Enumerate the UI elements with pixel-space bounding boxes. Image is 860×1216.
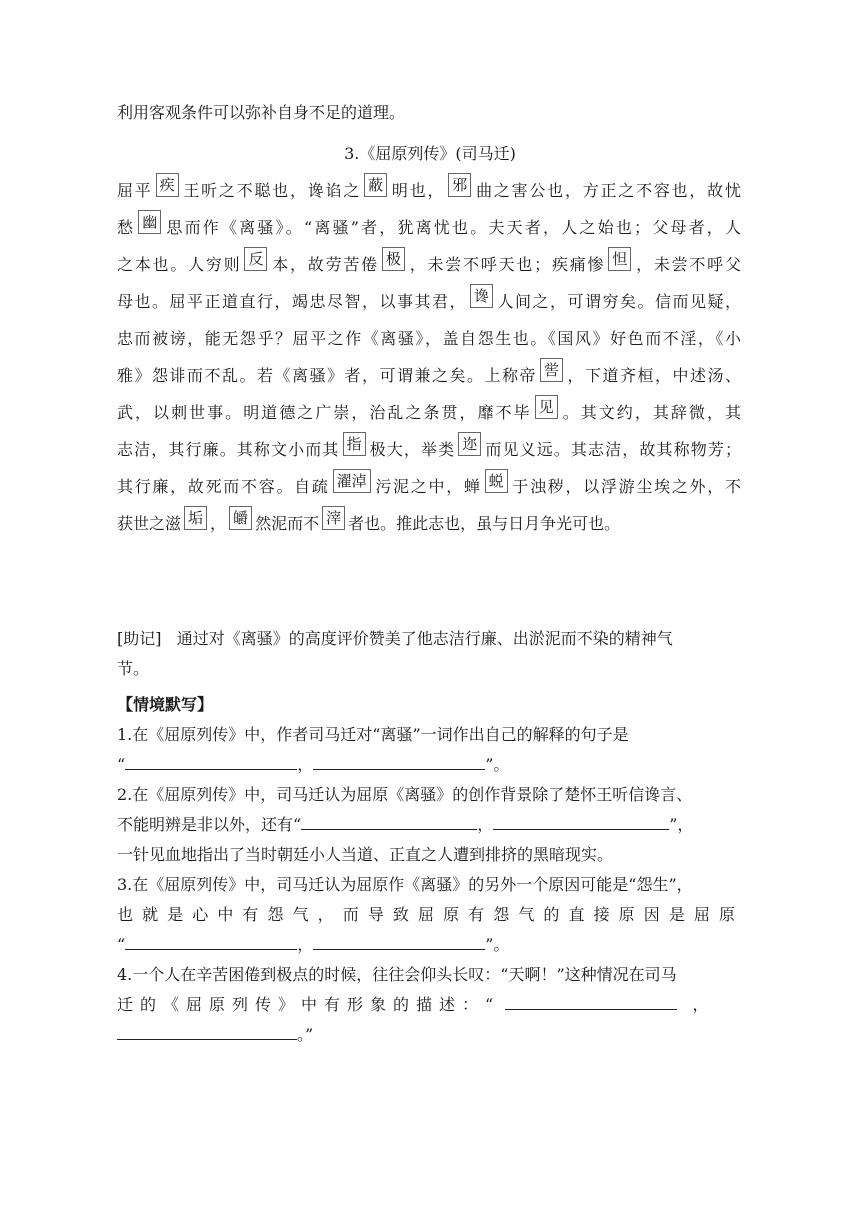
passage-line: 愁 幽 思而作《离骚》。“离骚”者，犹离忧也。夫天者，人之始也；父母者，人 bbox=[117, 209, 741, 246]
passage-text bbox=[117, 172, 741, 542]
question-1: 1.在《屈原列传》中，作者司马迁对“离骚”一词作出自己的解释的句子是 bbox=[117, 725, 629, 744]
passage-line: 其行廉，故死而不容。自疏 濯淖 污泥之中，蝉 蜕 于浊秽，以浮游尘埃之外，不 bbox=[117, 468, 741, 505]
passage-line: 母也。屈平正道直行，竭忠尽智，以事其君， 谗 人间之，可谓穷矣。信而见疑， bbox=[117, 283, 741, 320]
note-block bbox=[117, 624, 741, 684]
answer-blank[interactable] bbox=[313, 753, 485, 770]
note-label: [助记] bbox=[117, 629, 162, 648]
question-3: 3.在《屈原列传》中，司马迁认为屈原作《离骚》的另外一个原因可能是“怨生”， bbox=[117, 875, 693, 894]
keyword-box: 垢 bbox=[184, 506, 207, 530]
answer-blank[interactable] bbox=[505, 993, 677, 1010]
keyword-box: 濯淖 bbox=[333, 469, 371, 493]
question-2-cont: 不能明辨是非以外，还有“ ， ”， bbox=[117, 815, 694, 834]
passage-line: 获世之滋 垢 ， 皭 然泥而不 滓 者也。推此志也，虽与日月争光可也。 bbox=[117, 505, 741, 542]
answer-blank[interactable] bbox=[313, 933, 485, 950]
passage-line: 志洁，其行廉。其称文小而其 指 极大，举类 迩 而见义远。其志洁，故其称物芳； bbox=[117, 431, 741, 468]
answer-blank[interactable] bbox=[125, 933, 297, 950]
keyword-box: 蔽 bbox=[364, 173, 387, 197]
passage-line: 武，以刺世事。明道德之广崇，治乱之条贯，靡不毕 见 。其文约，其辞微，其 bbox=[117, 394, 741, 431]
keyword-box: 极 bbox=[382, 247, 405, 271]
answer-blank[interactable] bbox=[301, 813, 477, 830]
keyword-box: 指 bbox=[343, 432, 366, 456]
keyword-box: 疾 bbox=[156, 173, 179, 197]
passage-line: 忠而被谤，能无怨乎？屈平之作《离骚》，盖自怨生也。《国风》好色而不淫，《小 bbox=[117, 329, 741, 348]
question-1-answer: “ ， ”。 bbox=[117, 755, 510, 774]
question-2-end: 一针见血地指出了当时朝廷小人当道、正直之人遭到排挤的黑暗现实。 bbox=[117, 845, 614, 864]
question-4-answer: 。” bbox=[117, 1020, 741, 1050]
exercise-block bbox=[117, 690, 741, 1050]
question-2: 2.在《屈原列传》中，司马迁认为屈原《离骚》的创作背景除了楚怀王听信谗言、 bbox=[117, 785, 693, 804]
answer-blank[interactable] bbox=[117, 1023, 297, 1040]
intro-line: 利用客观条件可以弥补自身不足的道理。 bbox=[117, 103, 406, 122]
keyword-box: 迩 bbox=[458, 432, 481, 456]
keyword-box: 邪 bbox=[448, 173, 471, 197]
question-4-cont: 迁的《屈原列传》中有形象的描述：“ ， bbox=[117, 995, 709, 1014]
question-3-cont: 也就是心中有怨气，而导致屈原有怨气的直接原因是屈原 bbox=[117, 905, 741, 924]
answer-blank[interactable] bbox=[493, 813, 669, 830]
keyword-box: 喾 bbox=[540, 358, 563, 382]
section-heading: 3.《屈原列传》(司马迁) bbox=[344, 144, 516, 163]
note-text-cont: 节。 bbox=[117, 659, 150, 678]
keyword-box: 反 bbox=[244, 247, 267, 271]
keyword-box: 皭 bbox=[229, 506, 252, 530]
passage-line: 雅》怨诽而不乱。若《离骚》者，可谓兼之矣。上称帝 喾 ，下道齐桓，中述汤、 bbox=[117, 357, 741, 394]
keyword-box: 怛 bbox=[608, 247, 631, 271]
exercise-heading: 【情境默写】 bbox=[117, 695, 214, 714]
question-3-answer: “ ， ”。 bbox=[117, 935, 510, 954]
answer-blank[interactable] bbox=[125, 753, 297, 770]
keyword-box: 谗 bbox=[470, 284, 493, 308]
passage-line: 之本也。人穷则 反 本，故劳苦倦 极 ，未尝不呼天也；疾痛惨 怛 ，未尝不呼父 bbox=[117, 246, 741, 283]
question-4: 4.一个人在辛苦困倦到极点的时候，往往会仰头长叹：“天啊！”这种情况在司马 bbox=[117, 965, 677, 984]
note-text: 通过对《离骚》的高度评价赞美了他志洁行廉、出淤泥而不染的精神气 bbox=[176, 629, 673, 648]
passage-line: 屈平 疾 王听之不聪也，谗谄之 蔽 明也， 邪 曲之害公也，方正之不容也，故忧 bbox=[117, 172, 741, 209]
keyword-box: 幽 bbox=[138, 210, 161, 234]
keyword-box: 蜕 bbox=[485, 469, 508, 493]
keyword-box: 见 bbox=[535, 395, 558, 419]
keyword-box: 滓 bbox=[322, 506, 345, 530]
